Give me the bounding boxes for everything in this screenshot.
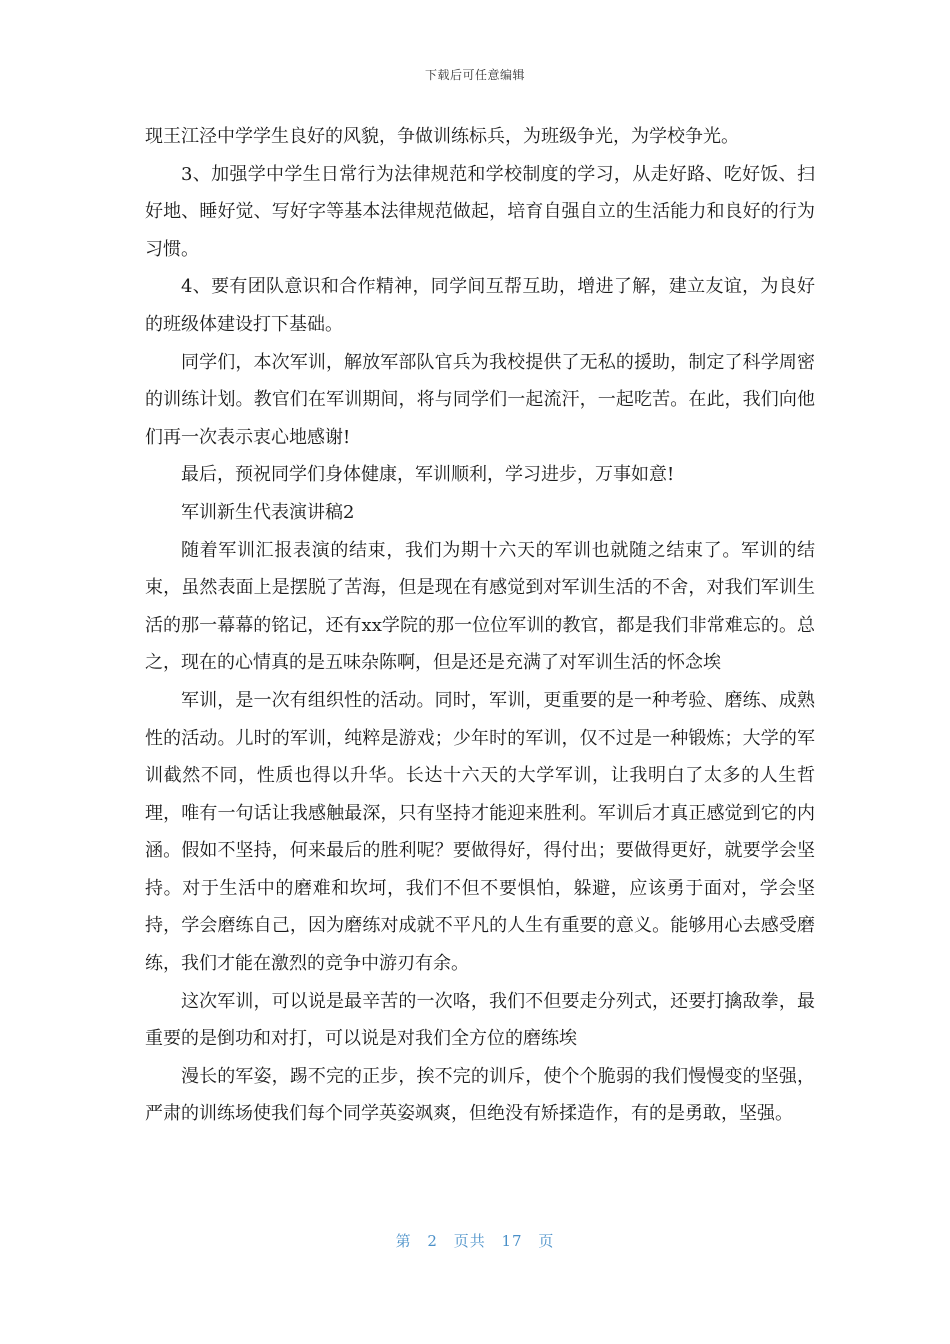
paragraph: 漫长的军姿，踢不完的正步，挨不完的训斥，使个个脆弱的我们慢慢变的坚强，严肃的训练场使我们每个同学英姿飒爽，但绝没有矫揉造作，有的是勇敢，坚强。 bbox=[145, 1065, 815, 1125]
paragraph: 现王江泾中学学生良好的风貌，争做训练标兵，为班级争光，为学校争光。 bbox=[145, 126, 739, 147]
paragraph: 随着军训汇报表演的结束，我们为期十六天的军训也就随之结束了。军训的结束，虽然表面上是摆脱了苦海，但是现在有感觉到对军训生活的不舍，对我们军训生活的那一幕幕的铭记，还有xx学院的那一位位军训的教官，都是我们非常难忘的。总之，现在的心情真的是五味杂陈啊，但是还是充满了对军训生活的怀念埃 bbox=[145, 539, 815, 674]
paragraph: 同学们，本次军训，解放军部队官兵为我校提供了无私的援助，制定了科学周密的训练计划。教官们在军训期间，将与同学们一起流汗，一起吃苦。在此，我们向他们再一次表示衷心地感谢! bbox=[145, 351, 815, 448]
paragraph: 3、加强学中学生日常行为法律规范和学校制度的学习，从走好路、吃好饭、扫好地、睡好觉、写好字等基本法律规范做起，培育自强自立的生活能力和良好的行为习惯。 bbox=[145, 163, 815, 260]
paragraph: 最后，预祝同学们身体健康，军训顺利，学习进步，万事如意! bbox=[181, 464, 675, 486]
page-footer: 第 2 页共 17 页 bbox=[395, 1232, 555, 1250]
section-heading: 军训新生代表演讲稿2 bbox=[181, 501, 355, 523]
paragraph: 这次军训，可以说是最辛苦的一次咯，我们不但要走分列式，还要打擒敌拳，最重要的是倒功和对打，可以说是对我们全方位的磨练埃 bbox=[145, 990, 815, 1050]
paragraph: 军训，是一次有组织性的活动。同时，军训，更重要的是一种考验、磨练、成熟性的活动。儿时的军训，纯粹是游戏；少年时的军训，仅不过是一种锻炼；大学的军训截然不同，性质也得以升华。长达十六天的大学军训，让我明白了太多的人生哲理，唯有一句话让我感触最深，只有坚持才能迎来胜利。军训后才真正感觉到它的内涵。假如不坚持，何来最后的胜利呢？要做得好，得付出；要做得更好，就要学会坚持。对于生活中的磨难和坎坷，我们不但不要惧怕，躲避，应该勇于面对，学会坚持，学会磨练自己，因为磨练对成就不平凡的人生有重要的意义。能够用心去感受磨练，我们才能在激烈的竞争中游刃有余。 bbox=[145, 689, 815, 975]
page-header: 下载后可任意编辑 bbox=[424, 68, 525, 82]
paragraph: 4、要有团队意识和合作精神，同学间互帮互助，增进了解，建立友谊，为良好的班级体建设打下基础。 bbox=[145, 276, 815, 335]
document-body bbox=[145, 118, 815, 1133]
